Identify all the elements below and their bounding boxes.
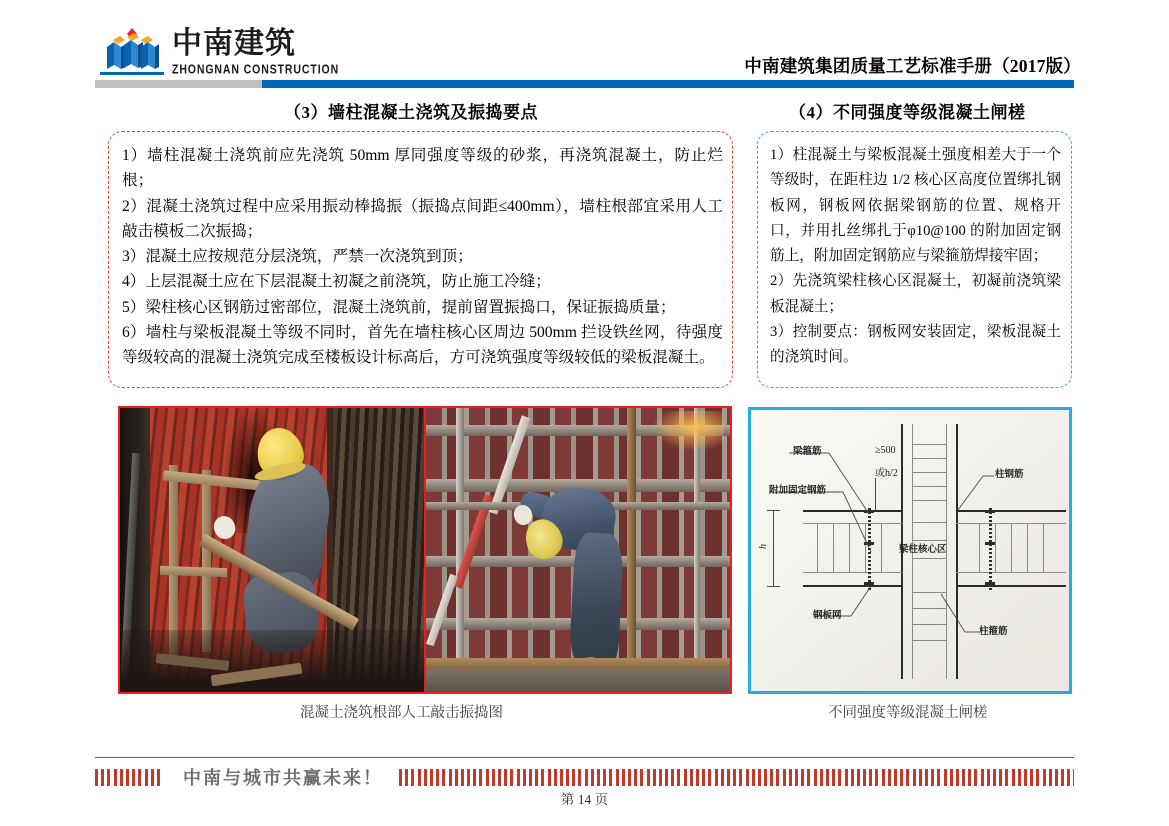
footer-tick	[919, 769, 922, 786]
footer-slogan: 中南与城市共赢未来！	[183, 768, 383, 788]
footer-tick	[535, 769, 538, 786]
footer-tick	[597, 769, 600, 786]
label-column-rebar: 柱钢筋	[995, 469, 1024, 480]
footer-tick	[1012, 769, 1015, 786]
right-item-1: 1）柱混凝土与梁板混凝土强度相差大于一个等级时，在距柱边 1/2 核心区高度位置绑扎钢板网，钢板网依据梁钢筋的位置、规格开口，并用扎丝绑扎于φ10@100 的附加固定钢筋上，附加固定钢筋应与梁箍筋焊接牢固；	[770, 147, 1061, 265]
section-title-right: （4）不同强度等级混凝土闸槎	[789, 103, 1026, 122]
footer-tick	[634, 769, 637, 786]
footer-tick	[107, 769, 110, 786]
footer-tick	[436, 769, 439, 786]
footer-tick	[442, 769, 445, 786]
footer-tick	[411, 769, 414, 786]
left-requirements-box	[108, 131, 733, 388]
footer-tick	[461, 769, 464, 786]
footer-tick	[560, 769, 563, 786]
footer-tick	[1005, 769, 1008, 786]
footer-tick	[120, 769, 123, 786]
label-steel-mesh: 钢板网	[813, 610, 842, 621]
section-title-left: （3）墙柱混凝土浇筑及振捣要点	[284, 103, 538, 122]
footer-tick	[95, 769, 98, 786]
footer-tick	[132, 769, 135, 786]
footer-tick	[449, 769, 452, 786]
header-divider-bar	[95, 80, 1074, 88]
footer-tick	[820, 769, 823, 786]
brand-name-en: ZHONGNAN CONSTRUCTION	[172, 62, 340, 77]
footer-tick	[937, 769, 940, 786]
footer-tick	[659, 769, 662, 786]
footer-tick	[696, 769, 699, 786]
footer-tick	[504, 769, 507, 786]
zhongnan-logo-icon	[100, 27, 164, 75]
label-core-zone: 梁柱核心区	[899, 544, 947, 555]
footer-tick	[801, 769, 804, 786]
footer-tick	[492, 769, 495, 786]
header-bar-gray-segment	[95, 80, 262, 88]
footer-tick	[548, 769, 551, 786]
footer-tick	[517, 769, 520, 786]
footer-tick	[572, 769, 575, 786]
footer-tick	[665, 769, 668, 786]
footer-tick	[578, 769, 581, 786]
left-item-5: 5）梁柱核心区钢筋过密部位，混凝土浇筑前，提前留置振捣口，保证振捣质量；	[122, 298, 676, 316]
footer-tick	[1018, 769, 1021, 786]
footer-tick	[541, 769, 544, 786]
footer-tick	[888, 769, 891, 786]
footer-tick	[944, 769, 947, 786]
footer-tick	[999, 769, 1002, 786]
footer-tick	[554, 769, 557, 786]
footer-tick	[1036, 769, 1039, 786]
footer-tick	[424, 769, 427, 786]
footer-tick	[746, 769, 749, 786]
footer-tick	[981, 769, 984, 786]
footer-tick	[399, 769, 402, 786]
right-requirements-box	[757, 131, 1072, 388]
footer-tick	[126, 769, 129, 786]
footer-tick	[863, 769, 866, 786]
footer-tick	[776, 769, 779, 786]
footer-tick	[826, 769, 829, 786]
footer-tick	[684, 769, 687, 786]
footer-tick	[647, 769, 650, 786]
footer-tick	[677, 769, 680, 786]
label-column-stirrup: 柱箍筋	[979, 626, 1008, 637]
footer-tick	[894, 769, 897, 786]
page-number: 第 14 页	[560, 792, 609, 807]
footer-tick	[764, 769, 767, 786]
footer-tick	[906, 769, 909, 786]
footer-tick	[832, 769, 835, 786]
footer-tick	[498, 769, 501, 786]
dimension-h-label: h	[758, 544, 769, 549]
footer-tick	[479, 769, 482, 786]
label-beam-stirrup: 梁箍筋	[793, 446, 822, 457]
left-item-4: 4）上层混凝土应在下层混凝土初凝之前浇筑，防止施工冷缝；	[122, 273, 551, 291]
brand-wordmark	[172, 27, 340, 77]
footer-tick	[566, 769, 569, 786]
footer-ticks-left	[95, 769, 161, 786]
footer-tick	[708, 769, 711, 786]
footer-tick	[157, 769, 160, 786]
brand-name-cn: 中南建筑	[172, 27, 296, 60]
footer-ticks-right	[399, 769, 1074, 786]
footer-tick	[151, 769, 154, 786]
footer-tick	[653, 769, 656, 786]
footer-tick	[882, 769, 885, 786]
footer-tick	[138, 769, 141, 786]
right-item-2: 2）先浇筑梁柱核心区混凝土，初凝前浇筑梁板混凝土；	[770, 273, 1061, 315]
footer-tick	[418, 769, 421, 786]
footer-tick	[956, 769, 959, 786]
footer-tick	[702, 769, 705, 786]
photo-caption: 混凝土浇筑根部人工敲击振捣图	[300, 705, 503, 721]
footer-tick	[609, 769, 612, 786]
logo-underline	[100, 72, 164, 75]
manual-title: 中南建筑集团质量工艺标准手册（2017版）	[744, 56, 1081, 76]
footer-tick	[733, 769, 736, 786]
footer-tick	[931, 769, 934, 786]
footer-tick	[795, 769, 798, 786]
footer-tick	[671, 769, 674, 786]
footer-tick	[968, 769, 971, 786]
footer-tick	[690, 769, 693, 786]
footer-tick	[770, 769, 773, 786]
footer-tick	[758, 769, 761, 786]
footer-tick	[1049, 769, 1052, 786]
footer-tick	[430, 769, 433, 786]
footer-tick	[845, 769, 848, 786]
footer-tick	[486, 769, 489, 786]
footer-tick	[523, 769, 526, 786]
footer-tick	[616, 769, 619, 786]
footer-tick	[101, 769, 104, 786]
page-footer	[95, 766, 1074, 788]
footer-tick	[467, 769, 470, 786]
footer-tick	[622, 769, 625, 786]
footer-tick	[1055, 769, 1058, 786]
footer-tick	[585, 769, 588, 786]
label-added-fixed-rebar: 附加固定钢筋	[769, 485, 827, 496]
footer-tick	[900, 769, 903, 786]
footer-tick	[640, 769, 643, 786]
dim-500-label: ≥500	[875, 445, 896, 456]
detail-diagram	[748, 407, 1072, 694]
left-item-1: 1）墙柱混凝土浇筑前应先浇筑 50mm 厚同强度等级的砂浆，再浇筑混凝土，防止烂根；	[122, 147, 723, 190]
footer-tick	[857, 769, 860, 786]
footer-tick	[987, 769, 990, 786]
footer-tick	[628, 769, 631, 786]
footer-tick	[603, 769, 606, 786]
footer-tick	[510, 769, 513, 786]
footer-tick	[869, 769, 872, 786]
right-item-3: 3）控制要点：钢板网安装固定，梁板混凝土的浇筑时间。	[770, 324, 1061, 366]
footer-tick	[814, 769, 817, 786]
footer-tick	[789, 769, 792, 786]
footer-tick	[913, 769, 916, 786]
footer-tick	[993, 769, 996, 786]
footer-tick	[950, 769, 953, 786]
footer-tick	[875, 769, 878, 786]
footer-tick	[752, 769, 755, 786]
footer-tick	[925, 769, 928, 786]
footer-tick	[1024, 769, 1027, 786]
diagram-caption: 不同强度等级混凝土闸槎	[828, 705, 988, 721]
footer-tick	[145, 769, 148, 786]
photo-right-half	[424, 408, 730, 692]
dim-h2-label: 或h/2	[875, 468, 898, 479]
footer-tick	[851, 769, 854, 786]
footer-tick	[739, 769, 742, 786]
footer-tick	[807, 769, 810, 786]
construction-photo	[118, 406, 732, 694]
footer-tick	[727, 769, 730, 786]
page-header	[0, 0, 1169, 88]
footer-tick	[715, 769, 718, 786]
footer-tick	[1061, 769, 1064, 786]
footer-tick	[473, 769, 476, 786]
header-bar-blue-segment	[262, 80, 1074, 88]
left-item-2: 2）混凝土浇筑过程中应采用振动棒捣振（振捣点间距≤400mm），墙柱根部宜采用人工敲击模板二次振捣；	[122, 197, 723, 240]
footer-tick	[1073, 769, 1074, 786]
footer-tick	[591, 769, 594, 786]
left-item-6: 6）墙柱与梁板混凝土等级不同时，首先在墙柱核心区周边 500mm 拦设铁丝网，待强度等级较高的混凝土浇筑完成至楼板设计标高后，方可浇筑强度等级较低的梁板混凝土。	[122, 324, 723, 367]
footer-tick	[974, 769, 977, 786]
footer-tick	[1043, 769, 1046, 786]
footer-tick	[1067, 769, 1070, 786]
footer-tick	[962, 769, 965, 786]
footer-tick	[114, 769, 117, 786]
footer-tick	[721, 769, 724, 786]
footer-tick	[838, 769, 841, 786]
footer-tick	[455, 769, 458, 786]
left-item-3: 3）混凝土应按规范分层浇筑，严禁一次浇筑到顶；	[122, 248, 473, 266]
footer-tick	[783, 769, 786, 786]
photo-left-half	[120, 408, 424, 692]
footer-tick	[405, 769, 408, 786]
footer-divider	[95, 757, 1074, 758]
footer-tick	[529, 769, 532, 786]
footer-tick	[1030, 769, 1033, 786]
brand-logo	[100, 27, 339, 75]
